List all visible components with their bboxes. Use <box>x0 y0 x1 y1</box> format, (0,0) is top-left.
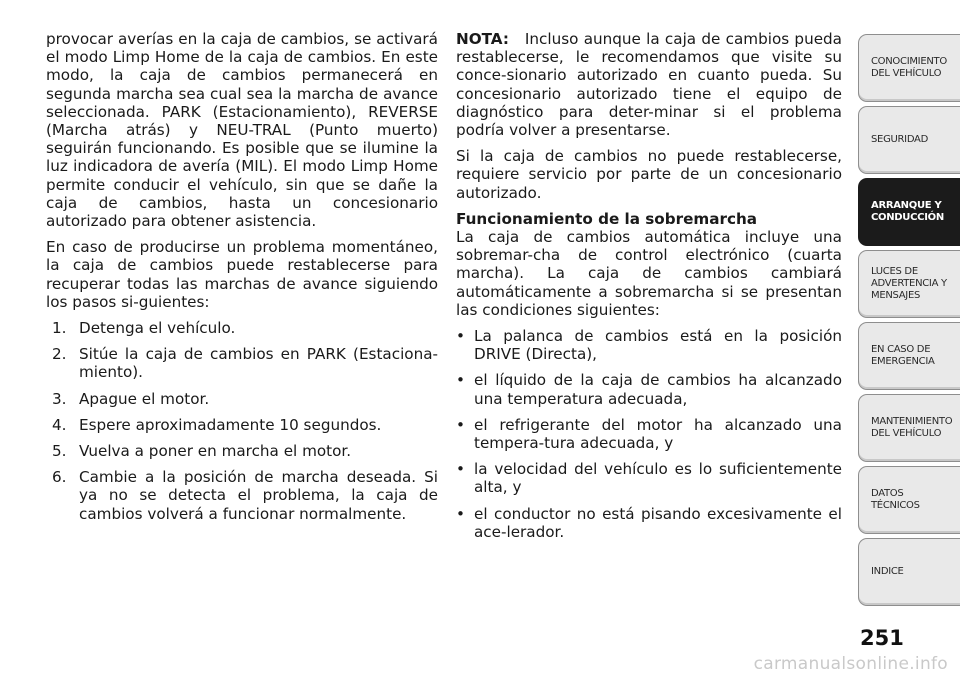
step-text: Vuelva a poner en marcha el motor. <box>79 442 352 461</box>
paragraph-limp-home: provocar averías en la caja de cambios, se activará el modo Limp Home de la caja de cambios. En este modo, la caja de cambios permanecerá en segunda marcha sea cual sea la marcha de avance seleccionada. PARK (Estacionamiento), REVERSE (Marcha atrás) y NEU-TRAL (Punto muerto) seguirán funcionando. Es posible que se ilumine la luz indicadora de avería (MIL). El modo Limp Home permite conducir el vehículo, sin que se dañe la caja de cambios, hasta un concesionario autorizado para obtener asistencia. <box>46 30 438 231</box>
step-text: Detenga el vehículo. <box>79 319 236 338</box>
tab-mantenimiento[interactable] <box>858 394 960 462</box>
step-text: Sitúe la caja de cambios en PARK (Estaciona-miento). <box>79 345 438 382</box>
tab-emergencia[interactable] <box>858 322 960 390</box>
bullet-text: la velocidad del vehículo es lo suficientemente alta, y <box>474 460 842 497</box>
step-number: 2. <box>52 345 67 364</box>
list-item <box>52 319 438 337</box>
bullet-icon: • <box>456 327 465 346</box>
tab-seguridad[interactable] <box>858 106 960 174</box>
tab-label: EN CASO DE EMERGENCIA <box>871 344 935 367</box>
note-text: Incluso aunque la caja de cambios pueda restablecerse, le recomendamos que visite su conce-sionario autorizado en cuanto pueda. Su concesionario autorizado tiene el equipo de diagnóstico para deter-minar si el problema podría volver a presentarse. <box>456 30 842 140</box>
list-item <box>52 416 438 434</box>
step-number: 6. <box>52 468 67 487</box>
section-tabs <box>858 34 960 610</box>
list-item <box>52 345 438 381</box>
tab-label: SEGURIDAD <box>871 134 928 145</box>
step-number: 3. <box>52 389 67 408</box>
step-text: Apague el motor. <box>79 389 210 408</box>
bullet-icon: • <box>456 415 465 434</box>
page-number: 251 <box>860 626 904 650</box>
list-item <box>52 390 438 408</box>
list-item <box>52 442 438 460</box>
tab-label: LUCES DE ADVERTENCIA Y MENSAJES <box>871 266 947 301</box>
bullet-icon: • <box>456 460 465 479</box>
bullet-text: La palanca de cambios está en la posición DRIVE (Directa), <box>474 327 842 364</box>
bullet-icon: • <box>456 504 465 523</box>
list-item <box>456 371 842 407</box>
tab-label: INDICE <box>871 566 904 577</box>
step-number: 1. <box>52 319 67 338</box>
tab-label: ARRANQUE Y CONDUCCIÓN <box>871 200 944 223</box>
bullet-icon: • <box>456 371 465 390</box>
tab-luces[interactable] <box>858 250 960 318</box>
tab-conocimiento[interactable] <box>858 34 960 102</box>
watermark: carmanualsonline.info <box>753 654 948 674</box>
bullet-text: el conductor no está pisando excesivamente el ace-lerador. <box>474 504 842 541</box>
tab-label: MANTENIMIENTO DEL VEHÍCULO <box>871 416 953 439</box>
list-item <box>456 505 842 541</box>
step-text: Cambie a la posición de marcha deseada. Si ya no se detecta el problema, la caja de cambios volverá a funcionar normalmente. <box>79 468 438 523</box>
tab-label: DATOS TÉCNICOS <box>871 488 920 511</box>
tab-indice[interactable] <box>858 538 960 606</box>
paragraph-overdrive: La caja de cambios automática incluye una sobremar-cha de control electrónico (cuarta marcha). La caja de cambios cambiará automáticamente a sobremarcha si se presentan las condiciones siguientes: <box>456 228 842 319</box>
bullet-text: el refrigerante del motor ha alcanzado una tempera-tura adecuada, y <box>474 415 842 453</box>
section-heading: Funcionamiento de la sobremarcha <box>456 209 758 228</box>
note-label: NOTA: <box>456 30 509 48</box>
conditions-list <box>456 327 842 541</box>
tab-arranque[interactable] <box>858 178 960 246</box>
reset-steps-list <box>52 319 438 523</box>
step-text: Espere aproximadamente 10 segundos. <box>79 415 382 434</box>
list-item <box>456 460 842 496</box>
list-item <box>456 327 842 363</box>
paragraph-service: Si la caja de cambios no puede restablecerse, requiere servicio por parte de un concesionario autorizado. <box>456 147 842 202</box>
step-number: 5. <box>52 442 67 461</box>
tab-datos[interactable] <box>858 466 960 534</box>
bullet-text: el líquido de la caja de cambios ha alcanzado una temperatura adecuada, <box>474 371 842 408</box>
right-column <box>456 30 842 549</box>
left-column <box>46 30 438 531</box>
paragraph-reset-intro: En caso de producirse un problema momentáneo, la caja de cambios puede restablecerse para recuperar todas las marchas de avance siguiendo los pasos si-guientes: <box>46 238 438 311</box>
list-item <box>456 416 842 452</box>
step-number: 4. <box>52 415 67 434</box>
tab-label: CONOCIMIENTO DEL VEHÍCULO <box>871 56 947 79</box>
list-item <box>52 468 438 523</box>
note-paragraph <box>456 30 842 139</box>
